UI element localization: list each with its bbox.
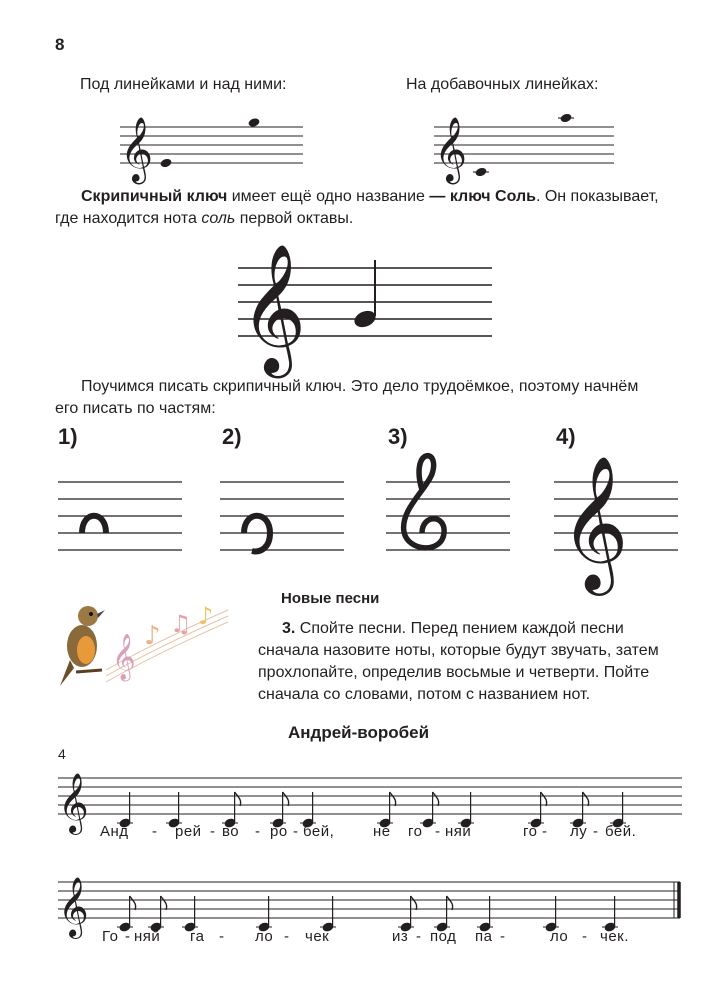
- svg-text:♪: ♪: [198, 602, 214, 630]
- note-flag: [161, 896, 167, 910]
- lyric-hyphen: -: [500, 928, 506, 945]
- svg-text:𝄞: 𝄞: [58, 877, 89, 937]
- lyric-syllable: няй: [134, 928, 161, 945]
- term-treble-clef: Скрипичный ключ: [81, 188, 228, 205]
- svg-text:♪: ♪: [144, 621, 161, 651]
- lyric-hyphen: -: [435, 823, 441, 840]
- step-label-4: 4): [556, 424, 576, 449]
- lyric-syllable: чек.: [600, 928, 629, 945]
- treble-clef-icon: [58, 877, 89, 939]
- lyric-hyphen: -: [255, 823, 261, 840]
- lyric-syllable: чек: [305, 928, 330, 945]
- lyric-hyphen: -: [125, 928, 131, 945]
- lyric-hyphen: -: [219, 928, 225, 945]
- lyric-syllable: няй: [445, 823, 472, 840]
- svg-text:𝄞: 𝄞: [434, 117, 468, 182]
- lyric-syllable: бей,: [303, 823, 335, 840]
- lyric-syllable: под: [430, 928, 457, 945]
- lyric-syllable: бей.: [605, 823, 637, 840]
- note-flag: [447, 896, 453, 910]
- songbird-illustration: [58, 592, 238, 692]
- treble-clef-icon: [434, 117, 467, 184]
- lyric-hyphen: -: [542, 823, 548, 840]
- svg-text:𝄞: 𝄞: [240, 243, 307, 373]
- note-ledger-above: [560, 113, 573, 124]
- step-label-2: 2): [222, 424, 242, 449]
- lyric-hyphen: -: [593, 823, 599, 840]
- note-flag: [433, 792, 439, 806]
- treble-clef-icon: [240, 243, 306, 379]
- caption-ledger-lines: На добавочных линейках:: [406, 76, 599, 93]
- step-label-1: 1): [58, 424, 78, 449]
- staff-step-3: [386, 450, 512, 570]
- svg-text:♫: ♫: [170, 610, 192, 638]
- svg-text:𝄞: 𝄞: [120, 117, 154, 182]
- clef-paragraph-line2: где находится нота соль первой октавы.: [55, 210, 354, 227]
- staff-step-4: [554, 450, 680, 590]
- lyric-syllable: лу: [570, 823, 588, 840]
- note-flag: [235, 792, 241, 806]
- treble-clef-icon: [120, 117, 153, 184]
- lyric-hyphen: -: [416, 928, 422, 945]
- lyric-hyphen: -: [582, 928, 588, 945]
- lyric-hyphen: -: [152, 823, 158, 840]
- note-below-staff: [160, 158, 173, 169]
- time-signature: 4: [58, 746, 66, 762]
- svg-text:𝄞: 𝄞: [560, 455, 629, 590]
- note-flag: [411, 896, 417, 910]
- staff-ledger-lines: [432, 110, 622, 180]
- note-flag: [283, 792, 289, 806]
- writing-paragraph: Поучимся писать скрипичный ключ. Это дело трудоёмкое, поэтому начнём: [81, 378, 639, 395]
- page-number: 8: [55, 35, 65, 54]
- lyric-syllable: не: [373, 823, 391, 840]
- staff-step-1: [58, 470, 184, 560]
- lyric-syllable: Го: [102, 928, 119, 945]
- term-sol: соль: [201, 210, 236, 227]
- lyric-hyphen: -: [210, 823, 216, 840]
- clef-stroke-part-3: [404, 456, 445, 548]
- clef-paragraph: Скрипичный ключ имеет ещё одно название — ключ Соль. Он показывает,: [81, 188, 659, 205]
- note-flag: [583, 792, 589, 806]
- lyric-syllable: го: [523, 823, 538, 840]
- lyric-syllable: рей: [175, 823, 202, 840]
- task-line-2: сначала назовите ноты, которые будут звучать, затем: [258, 642, 659, 659]
- lyric-hyphen: -: [293, 823, 299, 840]
- lyric-syllable: из: [392, 928, 409, 945]
- note-flag: [390, 792, 396, 806]
- lyric-syllable: Анд: [100, 823, 129, 840]
- treble-clef-icon: [58, 773, 89, 835]
- music-notes-decoration: [106, 602, 228, 682]
- task-line-3: прохлопайте, определив восьмые и четверти. Пойте: [258, 664, 650, 681]
- treble-clef-icon: [560, 455, 629, 596]
- task-number: 3.: [282, 620, 296, 637]
- note-above-staff: [248, 117, 261, 128]
- lyric-syllable: га: [190, 928, 205, 945]
- step-label-3: 3): [388, 424, 408, 449]
- task-line-1: 3. Спойте песни. Перед пением каждой песни: [282, 620, 624, 637]
- staff-notes-below-above: [118, 110, 308, 180]
- new-songs-heading: Новые песни: [281, 590, 380, 607]
- song-title: Андрей-воробей: [288, 723, 430, 742]
- staff-step-2: [220, 470, 346, 560]
- note-flag: [541, 792, 547, 806]
- lyric-syllable: го: [408, 823, 423, 840]
- note-flag: [130, 896, 136, 910]
- note-ledger-below: [475, 167, 488, 178]
- svg-text:𝄞: 𝄞: [58, 773, 89, 833]
- staff-g-clef-sol: [236, 240, 496, 373]
- lyric-syllable: ро: [270, 823, 288, 840]
- lyric-syllable: ло: [550, 928, 569, 945]
- svg-text:𝄞: 𝄞: [112, 634, 136, 680]
- lyric-hyphen: -: [284, 928, 290, 945]
- term-g-clef: — ключ Соль: [429, 188, 536, 205]
- lyric-syllable: во: [222, 823, 240, 840]
- caption-below-above-lines: Под линейками и над ними:: [80, 76, 287, 93]
- lyric-syllable: па: [475, 928, 493, 945]
- lyric-syllable: ло: [255, 928, 274, 945]
- task-line-4: сначала со словами, потом с названием нот.: [258, 686, 591, 703]
- writing-paragraph-line2: его писать по частям:: [55, 400, 216, 417]
- clef-stroke-part-1: [82, 516, 106, 533]
